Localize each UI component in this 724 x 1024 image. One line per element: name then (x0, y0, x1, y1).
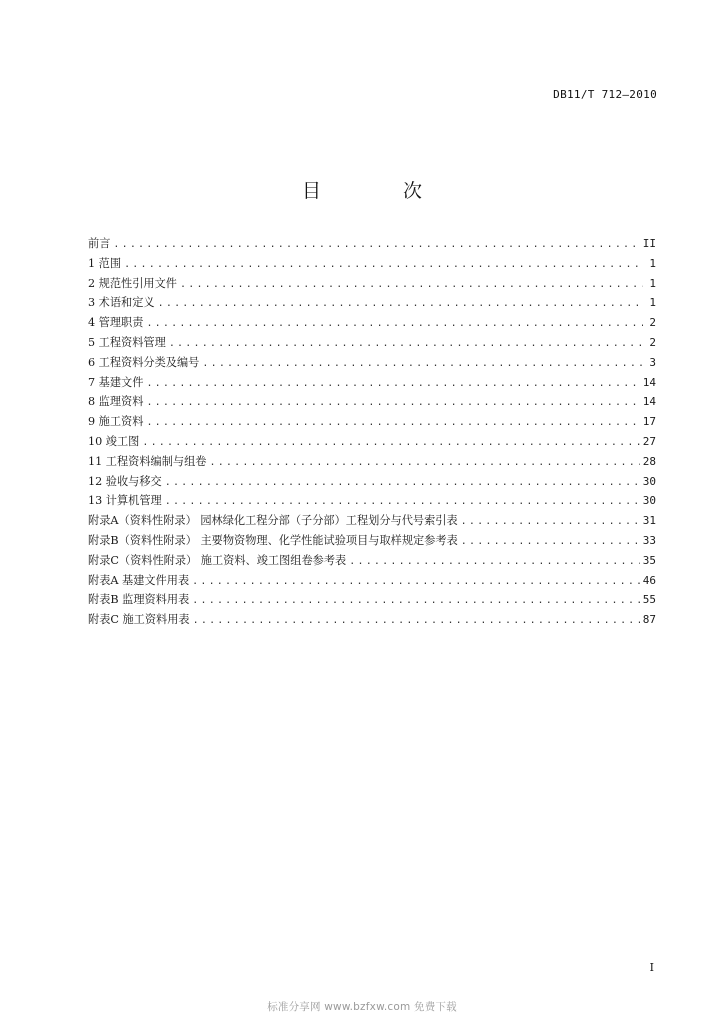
toc-entry-page: 28 (642, 454, 656, 468)
toc-dot-leader (124, 255, 643, 275)
document-code: DB11/T 712—2010 (553, 88, 657, 101)
toc-entry[interactable] (88, 412, 656, 432)
toc-entry[interactable] (88, 432, 656, 452)
toc-dot-leader (169, 334, 643, 354)
toc-entry[interactable] (88, 452, 656, 472)
toc-entry-page: 33 (642, 533, 656, 547)
toc-entry[interactable] (88, 373, 656, 393)
toc-entry[interactable] (88, 511, 656, 531)
toc-dot-leader (209, 453, 639, 473)
toc-dot-leader (158, 294, 643, 314)
toc-entry-page: 1 (649, 256, 656, 270)
toc-entry[interactable] (88, 571, 656, 591)
toc-dot-leader (193, 611, 640, 631)
toc-entry[interactable] (88, 590, 656, 610)
toc-dot-leader (461, 532, 640, 552)
toc-entry-label: 附录B（资料性附录） 主要物资物理、化学性能试验项目与取样规定参考表 (88, 533, 458, 547)
toc-entry-page: 3 (649, 355, 656, 369)
toc-entry-label: 13 计算机管理 (88, 494, 162, 508)
toc-entry-page: 17 (642, 415, 656, 429)
toc-entry-label: 前言 (88, 237, 111, 250)
toc-entry[interactable] (88, 472, 656, 492)
toc-entry-label: 附表A 基建文件用表 (88, 573, 190, 587)
toc-dot-leader (142, 433, 639, 453)
toc-entry-page: 14 (642, 375, 656, 389)
toc-entry-label: 8 监理资料 (88, 395, 144, 409)
toc-entry[interactable] (88, 254, 656, 274)
toc-dot-leader (113, 235, 639, 255)
toc-entry-label: 附表B 监理资料用表 (88, 593, 190, 607)
toc-entry-page: II (642, 237, 656, 250)
toc-entry[interactable] (88, 392, 656, 412)
toc-entry-label: 3 术语和定义 (88, 296, 155, 310)
toc-entry-label: 附录A（资料性附录） 园林绿化工程分部（子分部）工程划分与代号索引表 (88, 514, 458, 528)
toc-dot-leader (192, 591, 639, 611)
toc-dot-leader (202, 354, 643, 374)
toc-entry-page: 30 (642, 494, 656, 508)
toc-entry-label: 10 竣工图 (88, 434, 140, 448)
toc-entry[interactable] (88, 531, 656, 551)
toc-dot-leader (349, 552, 640, 572)
toc-entry-label: 附表C 施工资料用表 (88, 613, 190, 627)
toc-dot-leader (165, 473, 640, 493)
toc-entry-label: 2 规范性引用文件 (88, 276, 177, 290)
toc-entry-label: 5 工程资料管理 (88, 335, 166, 349)
toc-entry-page: 1 (649, 276, 656, 290)
toc-entry-page: 35 (642, 553, 656, 567)
toc-entry-label: 4 管理职责 (88, 316, 144, 330)
toc-entry[interactable] (88, 234, 656, 254)
toc-entry-page: 31 (642, 514, 656, 528)
toc-dot-leader (461, 512, 640, 532)
toc-entry-label: 7 基建文件 (88, 375, 144, 389)
toc-entry-label: 9 施工资料 (88, 415, 144, 429)
toc-entry-page: 87 (642, 613, 656, 627)
toc-entry-page: 1 (649, 296, 656, 310)
toc-entry-page: 2 (649, 335, 656, 349)
toc-dot-leader (180, 275, 643, 295)
toc-entry[interactable] (88, 313, 656, 333)
toc-entry-page: 14 (642, 395, 656, 409)
toc-entry[interactable] (88, 274, 656, 294)
toc-entry[interactable] (88, 333, 656, 353)
toc-entry-label: 1 范围 (88, 256, 122, 270)
toc-dot-leader (146, 314, 643, 334)
toc-dot-leader (146, 413, 639, 433)
toc-entry[interactable] (88, 491, 656, 511)
toc-dot-leader (146, 393, 639, 413)
watermark: 标准分享网 www.bzfxw.com 免费下载 (267, 1001, 457, 1013)
page-number: I (649, 961, 654, 974)
toc-entry-page: 2 (649, 316, 656, 330)
toc-dot-leader (165, 492, 640, 512)
toc-entry-page: 27 (642, 434, 656, 448)
toc-entry[interactable] (88, 353, 656, 373)
toc-entry-label: 11 工程资料编制与组卷 (88, 454, 207, 468)
toc-entry-page: 46 (642, 573, 656, 587)
toc-entry-label: 附录C（资料性附录） 施工资料、竣工图组卷参考表 (88, 553, 347, 567)
toc-entry-page: 55 (642, 593, 656, 607)
toc-entry[interactable] (88, 610, 656, 630)
table-of-contents (88, 234, 656, 630)
toc-entry-label: 6 工程资料分类及编号 (88, 355, 200, 369)
toc-entry-label: 12 验收与移交 (88, 474, 162, 488)
toc-dot-leader (146, 374, 639, 394)
toc-entry-page: 30 (642, 474, 656, 488)
toc-dot-leader (192, 572, 640, 592)
toc-entry[interactable] (88, 293, 656, 313)
page-title: 目 次 (301, 180, 461, 202)
toc-entry[interactable] (88, 551, 656, 571)
